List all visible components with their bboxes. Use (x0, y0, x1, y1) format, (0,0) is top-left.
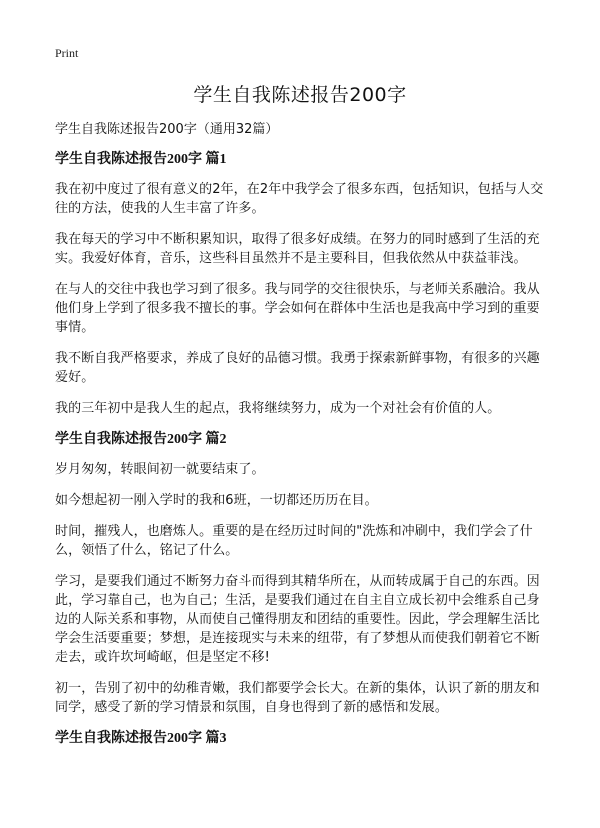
article-subtitle: 学生自我陈述报告200字（通用32篇） (55, 122, 279, 137)
paragraph: 岁月匆匆，转眼间初一就要结束了。 (55, 462, 265, 477)
paragraph: 在与人的交往中我也学习到了很多。我与同学的交往很快乐，与老师关系融洽。我从他们身上学到了很多我不擅长的事。学会如何在群体中生活也是我高中学习到的重要事情。 (55, 282, 540, 335)
paragraph: 学习，是要我们通过不断努力奋斗而得到其精华所在，从而转成属于自己的东西。因此，学习靠自己，也为自己；生活，是要我们通过在自主自立成长初中会维系自己身边的人际关系和事物，从而使自己懂得朋友和团结的重要性。因此，学会理解生活比学会生活要重要；梦想，是连接现实与未来的纽带，有了梦想从而使我们朝着它不断走去，或许坎坷崎岖，但是坚定不移! (55, 574, 540, 665)
page-title: 学生自我陈述报告200字 (193, 84, 407, 106)
paragraph: 我在初中度过了很有意义的2年，在2年中我学会了很多东西，包括知识，包括与人交往的方法，使我的人生丰富了许多。 (55, 182, 544, 216)
paragraph: 时间，摧残人，也磨炼人。重要的是在经历过时间的"洗炼和冲刷中，我们学会了什么，领悟了什么，铭记了什么。 (55, 524, 533, 558)
paragraph: 初一，告别了初中的幼稚青嫩，我们都要学会长大。在新的集体，认识了新的朋友和同学，感受了新的学习情景和氛围，自身也得到了新的感悟和发展。 (55, 681, 540, 715)
paragraph: 如今想起初一刚入学时的我和6班，一切都还历历在目。 (55, 493, 378, 508)
article-body (55, 120, 552, 759)
print-link[interactable]: Print (55, 46, 79, 60)
paragraph: 我的三年初中是我人生的起点，我将继续努力，成为一个对社会有价值的人。 (55, 401, 501, 416)
paragraph: 我不断自我严格要求，养成了良好的品德习惯。我勇于探索新鲜事物，有很多的兴趣爱好。 (55, 351, 540, 385)
section-heading-3: 学生自我陈述报告200字 篇3 (55, 731, 227, 746)
paragraph: 我在每天的学习中不断积累知识，取得了很多好成绩。在努力的同时感到了生活的充实。我爱好体育，音乐，这些科目虽然并不是主要科目，但我依然从中获益菲浅。 (55, 232, 540, 266)
section-heading-2: 学生自我陈述报告200字 篇2 (55, 432, 227, 447)
section-heading-1: 学生自我陈述报告200字 篇1 (55, 152, 227, 167)
